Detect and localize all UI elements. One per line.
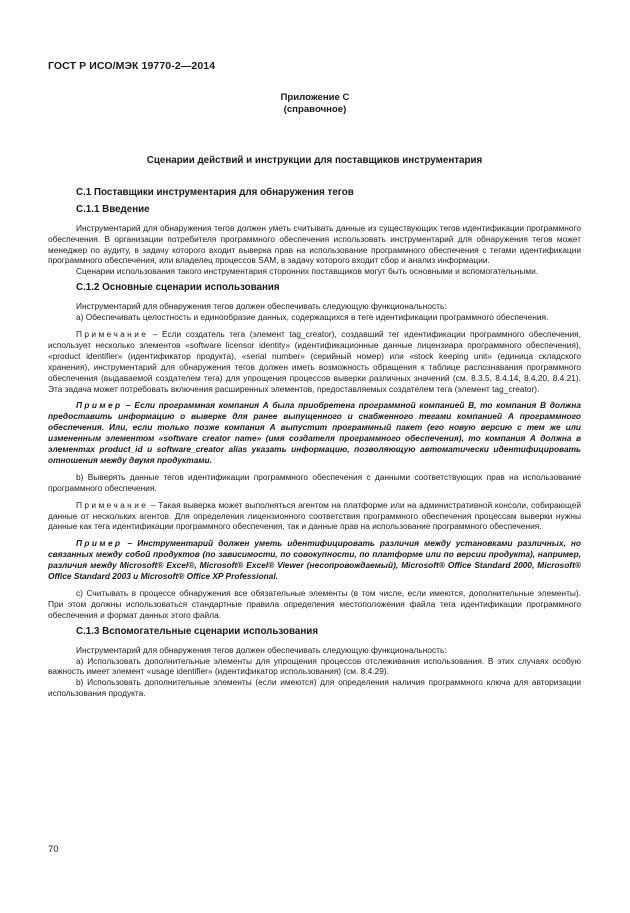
annex-block [0, 92, 630, 116]
list-item-b: b) Использовать дополнительные элементы (если имеются) для определения наличия программного ключа для авторизации использования продукта. [48, 677, 581, 699]
section-c1-heading: С.1 Поставщики инструментария для обнаружения тегов [76, 186, 354, 198]
annex-note: (справочное) [283, 104, 347, 115]
example-paragraph [48, 538, 581, 582]
annex-title: Приложение С [280, 92, 350, 103]
paragraph: Инструментарий для обнаружения тегов должен обеспечивать следующую функциональность: [76, 644, 447, 655]
section-c1-2-heading: С.1.2 Основные сценарии использования [76, 282, 280, 294]
example-text: – Если программная компания А была приобретена программной компанией В, то компания В должна предоставить информацию о выверке для ранее выпущенного и снабженного тегами компанией А программного обеспечения. Или, если только позже компания А выпустит программный пакет (его новую версию с тем же или измененным элементом «software creator name» (имя создателя программного обеспечения), то компания А должна в элементах product_id и software_creator alias указать информацию, позволяющую автоматически идентифицировать отношения между двумя продуктами. [48, 400, 581, 465]
main-title: Сценарии действий и инструкции для поставщиков инструментария [146, 155, 483, 166]
note-text: – Если создатель тега (элемент tag_creator), создавший тег идентификации программного обеспечения, использует несколько элементов «software licensor identity» (идентификационные данные лицензиара программного обеспечения), «product identifier» (идентификатор продукта), «serial number» (серийный номер) или «stock keeping unit» (единица складского хранения), инструментарий для обнаружения тегов должен иметь возможность обращения к таблице распознавания программного обеспечения (выдаваемой создателем тега) для упрощения процессов выверки различных значений (см. 8.3.5, 8.4.14, 8.4.20, 8.4.21). Эта задача может потребовать включения расширенных элементов, предоставляемых создателем тега (элемент tag_creator). [48, 328, 581, 394]
paragraph: Инструментарий для обнаружения тегов должен обеспечивать следующую функциональность: [76, 301, 447, 312]
paragraph: Сценарии использования такого инструментария сторонних поставщиков могут быть основными и вспомогательными. [76, 266, 539, 277]
note-label: Примечание [76, 499, 149, 510]
section-c1-1-heading: С.1.1 Введение [76, 203, 150, 215]
list-item-a: а) Использовать дополнительные элементы для упрощения процессов отслеживания использования. В этих случаях особую важность имеет элемент «usage identifier» (идентификатор использования) (см. 8.4.29). [48, 655, 581, 677]
section-c1-3-heading: С.1.3 Вспомогательные сценарии использования [76, 625, 319, 637]
note-text: – Такая выверка может выполняться агентом на платформе или на административной консоли, собирающей данные от нескольких агентов. Для определения лицензионного соответствия программного обеспечения процессам выверки нужны данные как тега идентификации программного обеспечения, так и данные прав на использование программного обеспечения. [48, 499, 581, 532]
list-item-a: а) Обеспечивать целостность и единообразие данных, содержащихся в теге идентификации программного обеспечения. [76, 312, 549, 323]
example-label: Пример [76, 538, 123, 549]
list-item-b: b) Выверять данные тегов идентификации программного обеспечения с данными соответствующих прав на использование программного обеспечения. [48, 471, 581, 493]
note-paragraph [48, 329, 581, 394]
list-item-c: с) Считывать в процессе обнаружения все обязательные элементы (в том числе, если имеются, дополнительные элементы). При этом должны использоваться стандартные правила определения местоположения файла тега идентификации программного обеспечения и формат данных этого файла. [48, 588, 581, 620]
paragraph: Инструментарий для обнаружения тегов должен уметь считывать данные из существующих тегов идентификации программного обеспечения. В организации потребителя программного обеспечения использовать инструментарий для обнаружения тегов может менеджер по аудиту, в задачу которого входит выверка прав на использование программного обеспечения с тегами идентификации программного обеспечения, или владелец процессов SAM, в задачу которого входит сбор и анализ информации. [48, 222, 581, 266]
example-label: Пример [76, 400, 123, 411]
example-paragraph [48, 400, 581, 465]
page-number: 70 [48, 844, 59, 855]
example-text: – Инструментарий должен уметь идентифицировать различия между установками различных, но связанных между собой продуктов (по зависимости, по совокупности, по платформе или по версии продукта), например, различия между Microsoft® Excel®, Microsoft® Excel® Viewer (несопровождаемый), Microsoft® Office Standard 2000, Microsoft® Office Standard 2003 и Microsoft® Office XP Professional. [48, 538, 581, 582]
document-body [48, 156, 581, 699]
note-paragraph [48, 500, 581, 533]
note-label: Примечание [76, 328, 149, 339]
document-header: ГОСТ Р ИСО/МЭК 19770-2—2014 [48, 60, 216, 72]
